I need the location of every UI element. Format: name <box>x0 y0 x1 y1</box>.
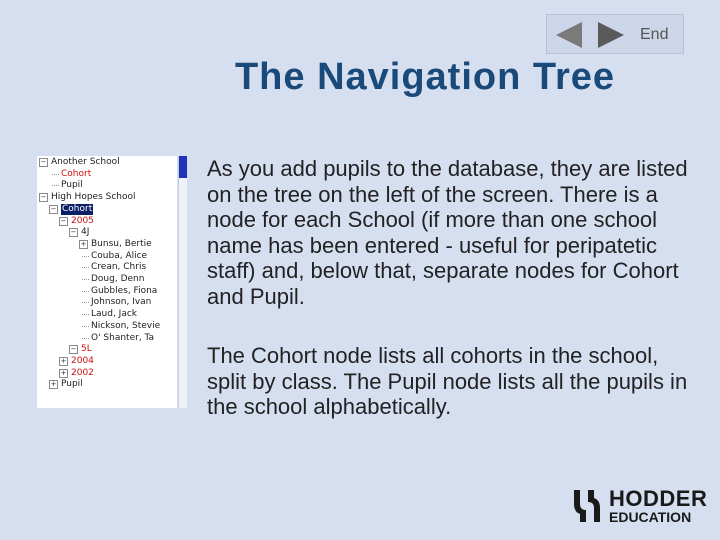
hodder-logo-icon <box>570 486 602 526</box>
tree-node-label[interactable]: Pupil <box>61 379 83 390</box>
tree-node-label[interactable]: Cohort <box>61 168 92 179</box>
tree-node-label[interactable]: Pupil <box>61 180 83 191</box>
tree-connector <box>82 291 89 292</box>
collapse-icon[interactable]: − <box>60 216 67 225</box>
tree-node-label[interactable]: Doug, Denn <box>91 274 145 284</box>
end-button[interactable]: End <box>640 26 669 43</box>
tree-connector <box>82 256 89 257</box>
tree-node-label[interactable]: 2004 <box>71 355 94 366</box>
tree-node-label[interactable]: Johnson, Ivan <box>91 297 152 308</box>
tree-node-label[interactable]: Cohort <box>62 203 93 214</box>
tree-node-label[interactable]: Crean, Chris <box>91 262 147 273</box>
next-slide-icon[interactable] <box>596 20 626 50</box>
expand-icon[interactable]: + <box>80 239 87 248</box>
tree-node-label[interactable]: High Hopes School <box>51 192 136 203</box>
slide-navigation <box>546 14 684 54</box>
tree-node-label[interactable]: Gubbles, Fiona <box>91 285 158 296</box>
tree-connector <box>82 267 89 268</box>
tree-connector <box>82 338 89 339</box>
collapse-icon[interactable]: − <box>40 193 47 202</box>
slide-body <box>207 156 692 454</box>
page-title: The Navigation Tree <box>234 56 616 98</box>
paragraph-node-description: The Cohort node lists all cohorts in the school, split by class. The Pupil node lists all the pupils in the school alphabetically. <box>207 343 688 419</box>
expand-icon[interactable]: + <box>60 368 67 377</box>
logo-text-education: EDUCATION <box>609 509 692 525</box>
tree-node-label[interactable]: Nickson, Stevie <box>91 320 161 331</box>
tree-node-label[interactable]: 4J <box>81 227 90 238</box>
tree-node-label[interactable]: 2005 <box>71 215 94 226</box>
tree-connector <box>82 279 89 280</box>
tree-node-label[interactable]: 2002 <box>71 367 94 378</box>
tree-node-label[interactable]: Another School <box>51 157 120 167</box>
tree-scrollbar[interactable] <box>178 156 187 408</box>
collapse-icon[interactable]: − <box>50 204 57 213</box>
logo-text-hodder: HODDER <box>609 486 708 511</box>
tree-connector <box>82 302 89 303</box>
tree-connector <box>52 174 59 175</box>
tree-node-label[interactable]: O' Shanter, Ta <box>91 332 155 343</box>
navigation-tree[interactable] <box>37 156 177 408</box>
paragraph-tree-description: As you add pupils to the database, they are listed on the tree on the left of the screen. There is a node for each School (if more than one school name has been entered - useful for peripatetic staff) and, below that, separate nodes for Cohort and Pupil. <box>207 156 688 309</box>
tree-connector <box>52 185 59 186</box>
collapse-icon[interactable]: − <box>70 228 77 237</box>
expand-icon[interactable]: + <box>60 356 67 365</box>
tree-node-label[interactable]: 5L <box>81 344 92 355</box>
collapse-icon[interactable]: − <box>40 158 47 166</box>
tree-node-label[interactable]: Couba, Alice <box>91 250 148 261</box>
tree-connector <box>82 326 89 327</box>
collapse-icon[interactable]: − <box>70 345 77 354</box>
previous-slide-icon[interactable] <box>554 20 584 50</box>
tree-node-label[interactable]: Bunsu, Bertie <box>91 238 152 249</box>
tree-node-label[interactable]: Laud, Jack <box>91 309 137 320</box>
expand-icon[interactable]: + <box>50 380 57 389</box>
scrollbar-thumb[interactable] <box>179 156 187 178</box>
tree-connector <box>82 314 89 315</box>
